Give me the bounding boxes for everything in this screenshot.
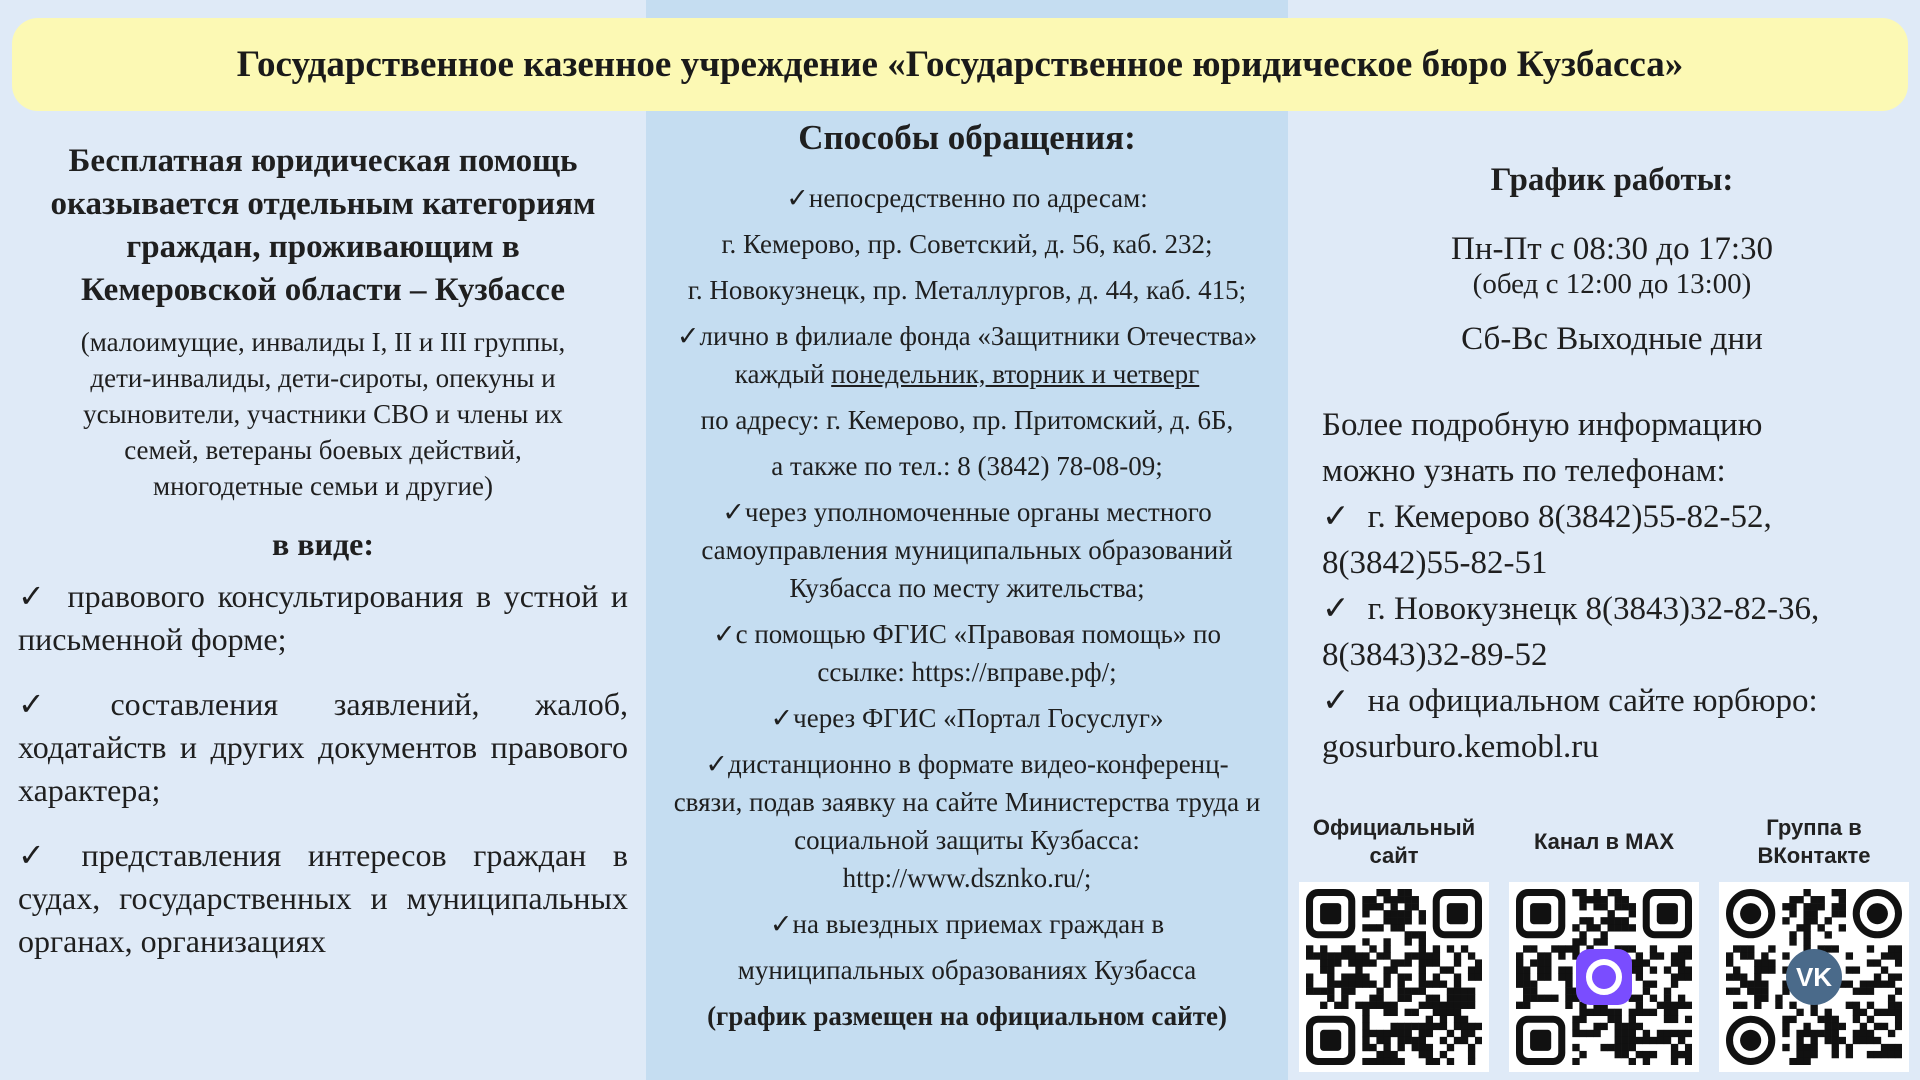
check-icon: ✓ xyxy=(1322,499,1350,535)
service-item-text: составления заявлений, жалоб, ходатайств и других документов правового характера; xyxy=(18,686,629,808)
address-line: г. Новокузнецк, пр. Металлургов, д. 44, каб. 415; xyxy=(687,275,1247,305)
qr-official-site xyxy=(1299,812,1489,1072)
check-icon: ✓ xyxy=(1322,591,1350,627)
categories-line: многодетные семьи и другие) xyxy=(153,471,493,501)
qr-max-channel xyxy=(1509,812,1699,1072)
method-line: ✓непосредственно по адресам: xyxy=(786,183,1148,213)
form-heading: в виде: xyxy=(271,526,375,562)
phone-kemerovo-cont: 8(3842)55-82-51 xyxy=(1322,545,1548,581)
method-line: муниципальных образованиях Кузбасса xyxy=(737,955,1197,985)
info-line: можно узнать по телефонам: xyxy=(1322,453,1726,489)
check-icon: ✓ xyxy=(18,837,64,873)
method-line: ✓через уполномоченные органы местного xyxy=(722,497,1212,527)
reception-days: понедельник, вторник и четверг xyxy=(831,359,1200,389)
qr-finder-pattern xyxy=(1310,893,1352,935)
service-item xyxy=(18,575,628,661)
heading-line: Бесплатная юридическая помощь xyxy=(68,143,578,179)
qr-code-box[interactable] xyxy=(1509,882,1699,1072)
qr-finder-pattern xyxy=(1856,893,1898,935)
website-url: gosurburo.kemobl.ru xyxy=(1322,729,1599,765)
svg-text:VK: VK xyxy=(1795,962,1833,992)
qr-code-box[interactable] xyxy=(1299,882,1489,1072)
phone-novokuznetsk xyxy=(1322,586,1902,632)
max-logo-icon xyxy=(1576,949,1632,1005)
info-line: Более подробную информацию xyxy=(1322,407,1763,443)
method-line: самоуправления муниципальных образований xyxy=(701,535,1233,565)
qr-code-icon[interactable] xyxy=(1516,889,1692,1065)
middle-column xyxy=(660,113,1274,1035)
eligible-categories xyxy=(18,324,628,504)
right-column xyxy=(1322,155,1902,770)
schedule-title: График работы: xyxy=(1490,162,1734,198)
service-item xyxy=(18,834,628,963)
qr-finder-pattern xyxy=(1520,893,1562,935)
schedule-note: (график размещен на официальном сайте) xyxy=(707,1001,1227,1031)
address-line: по адресу: г. Кемерово, пр. Притомский, д. 6Б, xyxy=(700,405,1234,435)
method-line: социальной защиты Кузбасса: xyxy=(794,825,1140,855)
phone-novokuznetsk-cont: 8(3843)32-89-52 xyxy=(1322,637,1548,673)
method-line: ✓на выездных приемах граждан в xyxy=(769,909,1165,939)
address-line: г. Кемерово, пр. Советский, д. 56, каб. 232; xyxy=(721,229,1213,259)
qr-label: Группа в ВКонтакте xyxy=(1757,815,1871,868)
qr-finder-pattern xyxy=(1730,893,1772,935)
service-item-text: представления интересов граждан в судах, государственных и муниципальных органах, организациях xyxy=(18,837,629,959)
heading-line: граждан, проживающим в xyxy=(126,229,520,265)
qr-finder-pattern xyxy=(1646,893,1688,935)
qr-label: Официальный сайт xyxy=(1312,815,1476,868)
contact-methods-heading: Способы обращения: xyxy=(798,118,1136,157)
qr-code-icon[interactable] xyxy=(1726,889,1902,1065)
categories-line: дети-инвалиды, дети-сироты, опекуны и xyxy=(90,363,556,393)
free-legal-aid-heading xyxy=(18,140,628,312)
phone-line: а также по тел.: 8 (3842) 78-08-09; xyxy=(771,451,1163,481)
contact-info xyxy=(1322,402,1902,770)
method-line: Кузбасса по месту жительства; xyxy=(789,573,1145,603)
qr-finder-pattern xyxy=(1310,1019,1352,1061)
categories-line: усыновители, участники СВО и члены их xyxy=(83,399,563,429)
qr-label: Канал в MAX xyxy=(1533,829,1675,854)
left-column xyxy=(18,140,628,985)
qr-finder-pattern xyxy=(1520,1019,1562,1061)
reception-days-prefix: каждый xyxy=(734,359,832,389)
phone-text: г. Новокузнецк 8(3843)32-82-36, xyxy=(1367,591,1820,627)
reception-days-line xyxy=(660,355,1274,393)
method-line: ✓дистанционно в формате видео-конференц- xyxy=(705,749,1229,779)
method-line: ✓через ФГИС «Портал Госуслуг» xyxy=(770,703,1164,733)
heading-line: Кемеровской области – Кузбассе xyxy=(81,272,565,308)
weekday-hours: Пн-Пт с 08:30 до 17:30 xyxy=(1450,231,1773,267)
link-line: http://www.dsznko.ru/; xyxy=(842,863,1092,893)
qr-finder-pattern xyxy=(1730,1019,1772,1061)
phone-kemerovo xyxy=(1322,494,1902,540)
categories-line: семей, ветераны боевых действий, xyxy=(124,435,522,465)
method-line: ✓лично в филиале фонда «Защитники Отечества» xyxy=(676,321,1258,351)
vk-logo-icon xyxy=(1786,949,1842,1005)
service-item xyxy=(18,683,628,812)
method-line: ✓с помощью ФГИС «Правовая помощь» по xyxy=(712,619,1222,649)
method-line: связи, подав заявку на сайте Министерства труда и xyxy=(673,787,1261,817)
qr-code-box[interactable] xyxy=(1719,882,1909,1072)
heading-line: оказывается отдельным категориям xyxy=(50,186,596,222)
link-line: ссылке: https://вправе.рф/; xyxy=(817,657,1117,687)
check-icon: ✓ xyxy=(18,686,93,722)
check-icon: ✓ xyxy=(1322,683,1350,719)
website-line xyxy=(1322,678,1902,724)
weekend-hours: Сб-Вс Выходные дни xyxy=(1461,321,1763,357)
qr-vk-group xyxy=(1719,812,1909,1072)
website-text: на официальном сайте юрбюро: xyxy=(1367,683,1818,719)
title-banner xyxy=(12,18,1908,111)
phone-text: г. Кемерово 8(3842)55-82-52, xyxy=(1367,499,1772,535)
lunch-hours: (обед с 12:00 до 13:00) xyxy=(1472,268,1752,300)
qr-code-icon[interactable] xyxy=(1306,889,1482,1065)
page-title: Государственное казенное учреждение «Государственное юридическое бюро Кузбасса» xyxy=(236,44,1684,85)
categories-line: (малоимущие, инвалиды I, II и III группы, xyxy=(80,327,566,357)
service-item-text: правового консультирования в устной и письменной форме; xyxy=(18,578,629,657)
qr-finder-pattern xyxy=(1436,893,1478,935)
check-icon: ✓ xyxy=(18,578,50,614)
